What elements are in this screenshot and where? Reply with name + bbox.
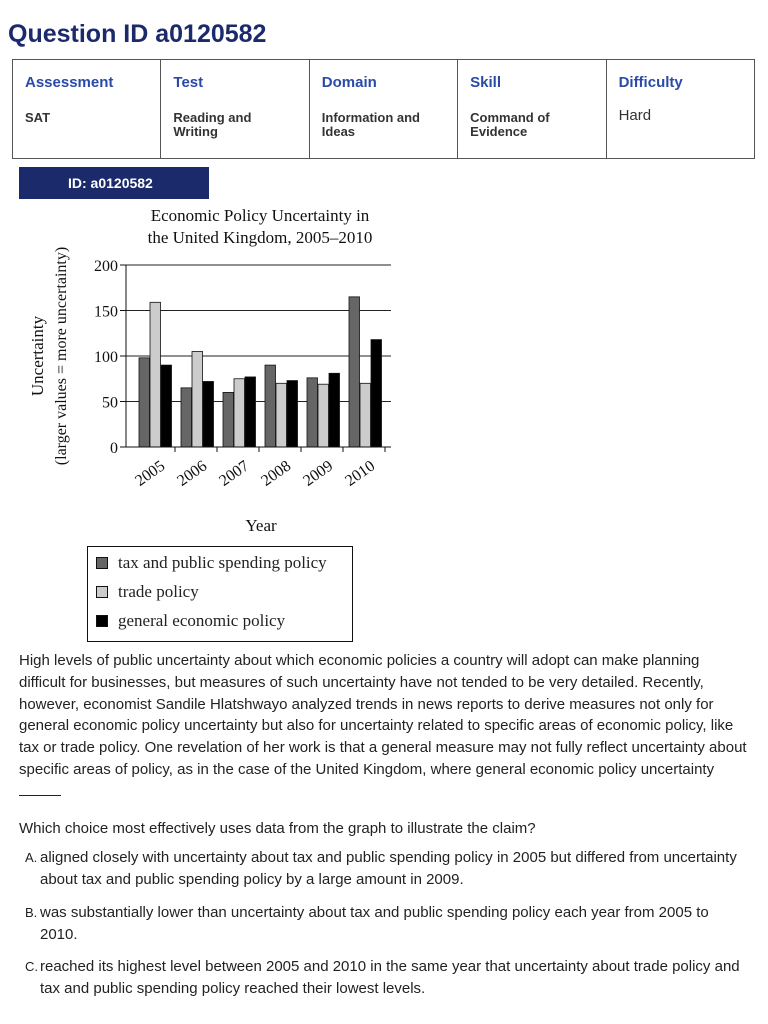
answer-choice-c[interactable]: [25, 956, 745, 1000]
answer-blank: [19, 782, 61, 796]
y-tick-label: 50: [102, 394, 118, 412]
meta-cell-skill: [458, 60, 606, 159]
meta-cell-difficulty: [606, 60, 754, 159]
bar-general-economic-policy-2007: [245, 377, 256, 447]
bar-general-economic-policy-2010: [371, 340, 382, 447]
question-meta-table: [12, 59, 755, 159]
uncertainty-bar-chart: [0, 200, 420, 540]
y-tick-label: 150: [94, 303, 118, 321]
meta-cell-assessment: [13, 60, 161, 159]
meta-label: Assessment: [25, 74, 114, 91]
answer-choice-b[interactable]: [25, 902, 745, 946]
y-tick-label: 0: [110, 440, 118, 457]
y-tick-label: 100: [94, 349, 118, 366]
bar-trade-policy-2008: [276, 383, 287, 447]
choice-text: reached its highest level between 2005 and 2010 in the same year that uncertainty about trade policy and tax and public spending policy reached their lowest levels.: [40, 958, 740, 997]
bar-general-economic-policy-2006: [203, 381, 214, 447]
meta-cell-domain: [309, 60, 457, 159]
bar-trade-policy-2010: [360, 383, 371, 447]
bar-tax-and-public-spending-policy-2009: [307, 378, 318, 447]
x-tick-label: 2006: [174, 457, 211, 490]
bar-general-economic-policy-2009: [329, 373, 340, 447]
legend-label: tax and public spending policy: [118, 553, 327, 572]
legend-label: trade policy: [118, 582, 199, 601]
legend-swatch: [96, 557, 108, 569]
question-id-badge: ID: a0120582: [19, 167, 209, 199]
choice-letter: B.: [25, 905, 38, 920]
passage: [19, 650, 749, 803]
meta-value: Command of Evidence: [470, 110, 550, 139]
bar-general-economic-policy-2005: [161, 365, 172, 447]
bar-trade-policy-2009: [318, 384, 329, 447]
choice-text: was substantially lower than uncertainty about tax and public spending policy each year from 2005 to 2010.: [40, 904, 709, 943]
y-axis-label: Uncertainty: [28, 315, 47, 397]
page-title: Question ID a0120582: [8, 20, 267, 48]
bar-tax-and-public-spending-policy-2010: [349, 297, 360, 447]
meta-label: Difficulty: [618, 74, 683, 91]
meta-label: Domain: [321, 74, 377, 91]
x-tick-label: 2008: [258, 457, 295, 490]
bar-tax-and-public-spending-policy-2008: [265, 365, 276, 447]
choice-letter: A.: [25, 850, 38, 865]
legend-swatch: [96, 615, 108, 627]
chart-legend: [87, 546, 353, 642]
chart-title-line-1: Economic Policy Uncertainty in: [150, 206, 370, 225]
meta-label: Skill: [470, 74, 502, 91]
chart-title-line-2: the United Kingdom, 2005–2010: [147, 228, 373, 247]
y-tick-label: 200: [94, 258, 118, 275]
bar-general-economic-policy-2008: [287, 381, 298, 447]
x-tick-label: 2005: [132, 457, 169, 490]
y-axis-ticks: [94, 258, 126, 457]
bar-trade-policy-2006: [192, 351, 203, 447]
meta-value: SAT: [25, 110, 51, 125]
meta-cell-test: [161, 60, 309, 159]
bar-tax-and-public-spending-policy-2005: [139, 358, 150, 447]
choice-text: aligned closely with uncertainty about tax and public spending policy in 2005 but differed from uncertainty about tax and public spending policy by a large amount in 2009.: [40, 849, 737, 888]
legend-item: [96, 553, 327, 573]
bar-trade-policy-2007: [234, 379, 245, 447]
legend-item: [96, 611, 285, 631]
y-axis-sublabel: (larger values = more uncertainty): [53, 246, 70, 466]
bar-trade-policy-2005: [150, 302, 161, 447]
meta-label: Test: [173, 74, 204, 91]
x-axis-ticks: [132, 447, 385, 490]
x-axis-label: Year: [245, 516, 277, 535]
meta-value: Hard: [618, 107, 652, 124]
legend-swatch: [96, 586, 108, 598]
legend-label: general economic policy: [118, 611, 286, 630]
choice-letter: C.: [25, 959, 38, 974]
bar-tax-and-public-spending-policy-2007: [223, 392, 234, 447]
meta-value: Information and Ideas: [321, 110, 420, 139]
question-prompt: Which choice most effectively uses data from the graph to illustrate the claim?: [19, 820, 536, 837]
meta-value: Reading and Writing: [173, 110, 252, 139]
x-tick-label: 2010: [342, 457, 379, 490]
chart-bars: [139, 297, 382, 447]
bar-tax-and-public-spending-policy-2006: [181, 388, 192, 447]
x-tick-label: 2007: [216, 457, 253, 490]
x-tick-label: 2009: [300, 457, 337, 490]
legend-item: [96, 582, 199, 602]
passage-text: High levels of public uncertainty about which economic policies a country will adopt can make planning difficult for businesses, but measures of such uncertainty have not tended to be very detailed. Recently, however, economist Sandile Hlatshwayo analyzed trends in news reports to derive measures not only for general economic policy uncertainty but also for uncertainty related to specific areas of economic policy, like tax or trade policy. One revelation of her work is that a general measure may not fully reflect uncertainty about specific areas of policy, as in the case of the United Kingdom, where general economic policy uncertainty: [19, 652, 747, 778]
answer-choice-a[interactable]: [25, 847, 745, 891]
